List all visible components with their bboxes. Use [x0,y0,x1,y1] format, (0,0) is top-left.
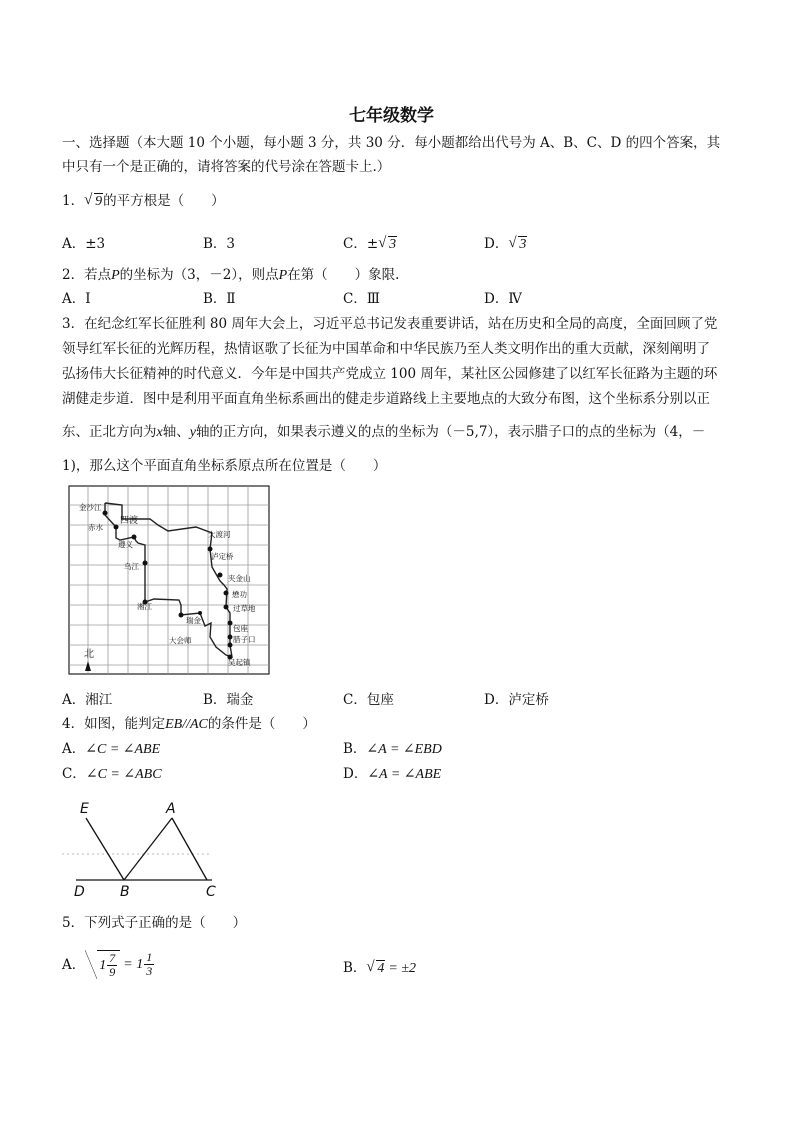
label-ludingqiao: 泸定桥 [211,552,234,561]
q3-line-4: 湖健走步道．图中是利用平面直角坐标系画出的健走步道路线上主要地点的大致分布图，这个坐标系分别以正 [62,391,710,407]
question-5: 5．下列式子正确的是（ ） [62,915,247,931]
point-baozuo [228,635,233,640]
label-zunyi: 遵义 [118,540,133,549]
q3-line-6: 1)，那么这个平面直角坐标系原点所在位置是（ ） [62,458,387,474]
label-sidu: 四渡 [120,516,139,526]
label-chishui: 赤水 [88,523,103,532]
q5-option-a-sqrt [85,950,120,979]
q3-line-2: 领导红军长征的光辉历程，热情讴歌了长征为中国革命和中华民族乃至人类文明作出的重大贡献，深刻阐明了 [62,341,710,357]
point-maogong [224,605,229,610]
q1-option-a-text: ±3 [85,236,106,252]
q1-option-c-label: C． [343,236,367,252]
q3-line5-b: 轴、 [162,424,190,440]
q4-option-c-label: C． [62,766,86,782]
q1-option-b-label: B． [203,236,227,252]
q2-option-a: A．Ⅰ [62,291,91,307]
q2-option-b: B．Ⅱ [203,291,236,307]
segment-ba [124,818,172,880]
longmarch-map-figure [68,485,270,675]
q1-option-c-sqrt [379,237,397,253]
point-guocaodi [228,621,233,626]
q3-option-a: A．湘江 [62,692,113,708]
label-jinshajiang: 金沙江 [79,503,102,512]
point-lazikou [228,643,233,648]
point-jiajinshan [224,591,229,596]
point-wujiang [143,561,148,566]
point-jinshajiang [103,511,108,516]
question-4 [62,716,316,733]
q5-a-rden: 3 [146,964,153,978]
label-maogong: 懋功 [232,590,247,599]
label-ruijin: 瑞金 [186,616,201,625]
q2-text-3: 在第（ ）象限. [287,267,400,283]
q3-var-x: x [156,425,163,440]
q3-line5-c: 轴的正方向，如果表示遵义的点的坐标为（－5,7），表示腊子口的点的坐标为（4，－ [195,424,706,440]
q3-line-1: 3．在纪念红军长征胜利 80 周年大会上，习近平总书记发表重要讲话，站在历史和全局的高度，全面回顾了党 [62,316,718,332]
q5-option-b-sqrt [367,961,385,977]
q1-option-d-radicand: 3 [519,237,527,252]
segment-eb [86,818,124,880]
q4-option-b-label: B． [343,741,367,757]
question-1 [62,193,225,210]
q1-option-d-sqrt [509,237,527,253]
q3-line-3: 弘扬伟大长征精神的时代意义．今年是中国共产党成立 100 周年，某社区公园修建了以红军长征路为主题的环 [62,366,718,382]
q5-option-b [343,960,416,977]
q1-number: 1． [62,193,85,209]
q4-option-c-math: ∠C = ∠ABC [85,767,162,782]
q5-a-den: 9 [109,965,116,979]
q2-var-p: P [111,268,120,283]
q5-b-radicand: 4 [377,961,385,976]
question-2 [62,267,399,284]
q1-option-b-text: 3 [226,236,236,252]
q1-option-a [62,236,105,252]
q4-option-d [343,766,441,783]
q2-text-2: 的坐标为（3，－2），则点 [119,267,279,283]
q2-text-1: 若点 [84,267,112,283]
q5-a-rnum: 1 [146,950,153,964]
q4-option-b [343,741,442,758]
label-wuqizhen: 吴起镇 [228,658,251,667]
q4-option-d-label: D． [343,766,368,782]
q5-option-a [62,950,155,979]
q4-option-c [62,766,162,783]
q1-option-c-pm: ± [366,236,379,252]
point-zunyi [132,535,137,540]
q5-a-eq: = 1 [123,956,144,972]
q4-option-a-label: A． [62,741,86,757]
q3-option-d: D．泸定桥 [484,692,549,708]
q1-option-d-label: D． [484,236,509,252]
page-title: 七年级数学 [349,106,434,126]
label-lazikou: 腊子口 [233,635,256,644]
q5-a-frac [107,952,117,979]
q3-line-5 [62,424,705,441]
q2-var-p-2: P [278,268,288,283]
q2-option-d: D．Ⅳ [484,291,522,307]
point-label-a: A [166,801,176,817]
q5-a-rfrac [144,951,154,978]
point-label-b: B [120,884,130,900]
point-dahuishi [198,611,202,615]
label-daduhe: 大渡河 [208,530,231,539]
label-xiangjiang: 湘江 [137,602,152,611]
q3-line5-a: 东、正北方向为 [62,424,157,440]
q2-number: 2． [62,267,85,283]
q3-var-y: y [189,425,196,440]
point-ludingqiao [218,573,223,578]
q1-option-a-label: A． [62,236,86,252]
q5-option-a-label: A． [62,956,86,973]
label-north: 北 [84,649,94,660]
point-ruijin [179,613,184,618]
q4-option-a-math: ∠C = ∠ABE [85,742,161,757]
q1-option-c [343,236,397,253]
point-chishui [114,525,119,530]
q5-a-int: 1 [99,957,107,973]
q1-option-d [484,236,527,253]
point-label-d: D [74,884,85,900]
point-daduhe [208,547,213,552]
q1-option-c-radicand: 3 [389,237,397,252]
q3-option-c: C．包座 [343,692,394,708]
section-heading-line1: 一、选择题（本大题 10 个小题，每小题 3 分，共 30 分．每小题都给出代号为 A、B、C、D 的四个答案，其 [62,135,721,151]
q4-stem-end: 的条件是（ ） [207,716,316,732]
label-baozuo: 包座 [233,624,248,633]
label-jiajinshan: 夹金山 [228,574,251,583]
q4-relation: EB//AC [165,717,208,732]
q4-stem-start: 4．如图，能判定 [62,716,166,732]
point-label-c: C [206,884,216,900]
label-dahuishi: 大会师 [169,636,192,645]
label-wujiang: 乌江 [124,562,139,571]
q4-option-b-math: ∠A = ∠EBD [366,742,442,757]
q1-radicand: 9 [95,194,103,209]
q1-option-b [203,236,235,252]
q4-geometry-figure [62,798,232,900]
segment-ac [172,818,207,880]
q4-option-d-math: ∠A = ∠ABE [367,767,442,782]
q2-option-c: C．Ⅲ [343,291,380,307]
q5-option-b-label: B． [343,960,367,976]
point-label-e: E [80,801,89,817]
section-heading-line2: 中只有一个是正确的，请将答案的代号涂在答题卡上.） [62,159,391,175]
q5-b-rhs: = ±2 [388,961,417,976]
q3-option-b: B．瑞金 [203,692,254,708]
q1-stem: 的平方根是（ ） [103,193,225,209]
q4-option-a [62,741,160,758]
q1-sqrt [85,194,103,210]
q5-a-num: 7 [109,951,116,965]
label-guocaodi: 过草地 [233,604,256,613]
